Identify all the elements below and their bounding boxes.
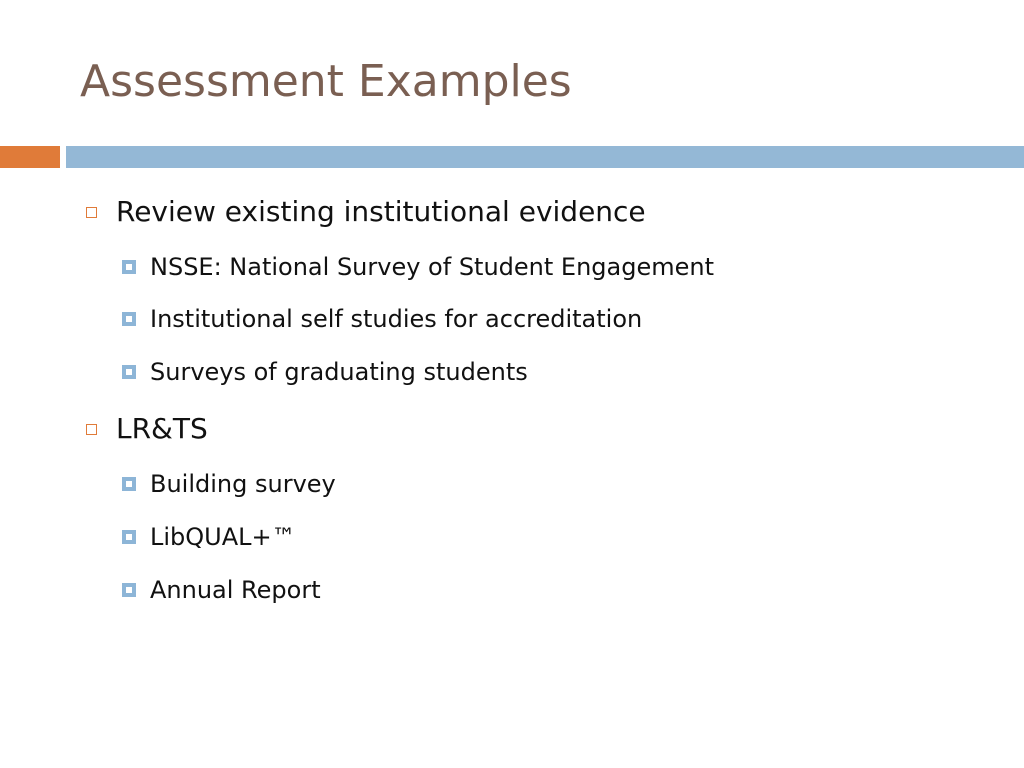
bullet-text: LR&TS [116, 412, 208, 445]
square-bullet-icon [122, 530, 136, 544]
slide-title: Assessment Examples [80, 56, 572, 107]
square-bullet-icon [122, 365, 136, 379]
square-bullet-icon [122, 260, 136, 274]
sub-bullet-text: Annual Report [150, 576, 321, 604]
sub-bullet-text: Institutional self studies for accreditation [150, 305, 643, 333]
square-bullet-icon [122, 583, 136, 597]
hollow-square-bullet-icon [86, 207, 97, 218]
square-bullet-icon [122, 477, 136, 491]
bullet-text: Review existing institutional evidence [116, 195, 646, 228]
sub-bullet-text: NSSE: National Survey of Student Engagement [150, 253, 714, 281]
square-bullet-icon [122, 312, 136, 326]
sub-bullet-text: Building survey [150, 470, 336, 498]
sub-bullet-text: Surveys of graduating students [150, 358, 528, 386]
hollow-square-bullet-icon [86, 424, 97, 435]
sub-bullet-text: LibQUAL+™ [150, 523, 296, 551]
